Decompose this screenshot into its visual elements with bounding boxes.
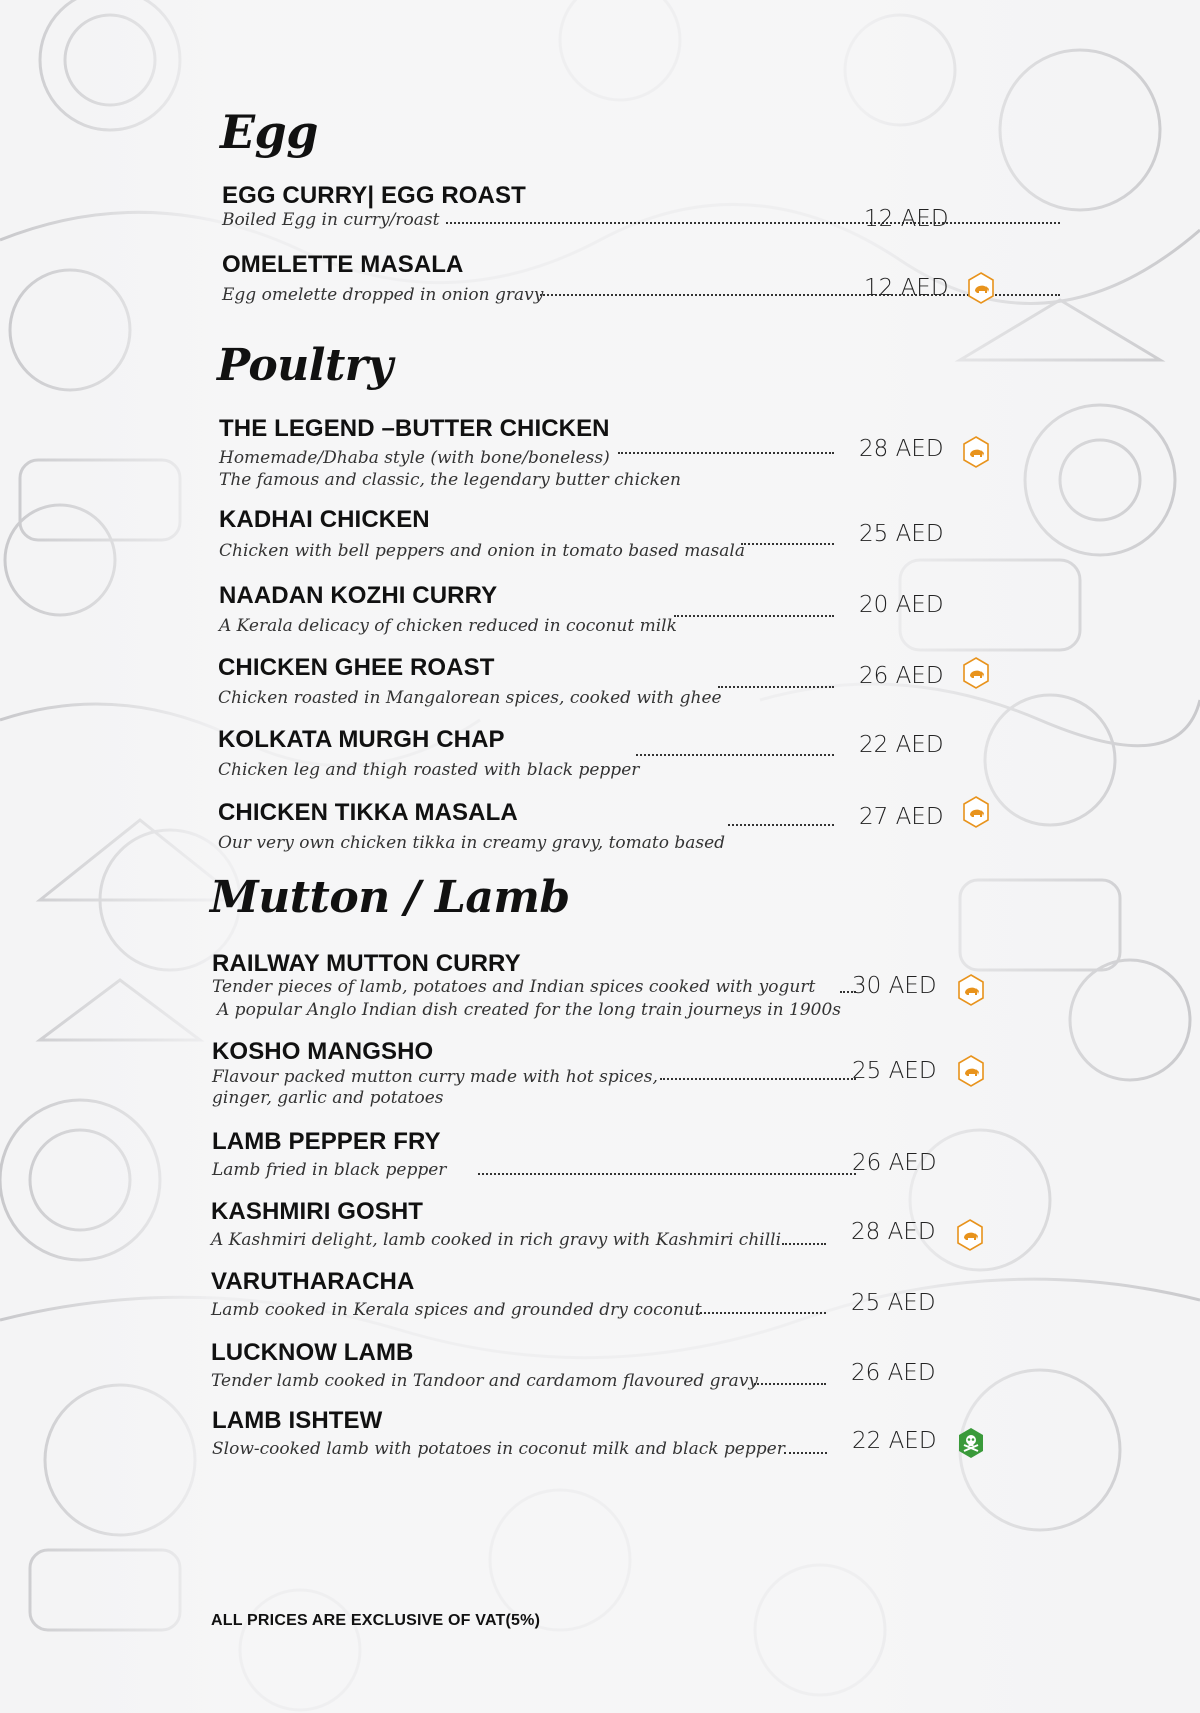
item-name: LAMB PEPPER FRY [212,1128,441,1155]
item-description: A Kashmiri delight, lamb cooked in rich gravy with Kashmiri chilli [211,1230,782,1250]
item-description: Chicken roasted in Mangalorean spices, cooked with ghee [218,688,722,708]
item-description: Lamb fried in black pepper [212,1160,447,1180]
item-description-line2: ginger, garlic and potatoes [212,1088,444,1108]
item-name: LUCKNOW LAMB [211,1339,414,1366]
dot-leader [636,754,834,756]
item-description: Chicken with bell peppers and onion in tomato based masala [219,541,745,561]
dot-leader [784,1452,827,1454]
item-price: 26 AED [852,1150,937,1176]
dot-leader [674,615,834,617]
dot-leader [446,222,1060,224]
item-description: Lamb cooked in Kerala spices and grounded dry coconut [211,1300,702,1320]
elephant-icon [963,796,989,828]
item-name: RAILWAY MUTTON CURRY [212,950,521,977]
item-name: THE LEGEND –BUTTER CHICKEN [219,415,610,442]
item-description: Boiled Egg in curry/roast [222,210,440,230]
elephant-icon [968,272,994,304]
item-name: KADHAI CHICKEN [219,506,430,533]
dot-leader [660,1078,856,1080]
item-description: Tender pieces of lamb, potatoes and Indian spices cooked with yogurt [212,977,816,997]
item-price: 27 AED [859,804,944,830]
item-name: VARUTHARACHA [211,1268,415,1295]
dot-leader [718,686,834,688]
elephant-icon [958,1055,984,1087]
item-name: NAADAN KOZHI CURRY [219,582,498,609]
item-description: Tender lamb cooked in Tandoor and cardamom flavoured gravy [211,1371,759,1391]
item-description: Flavour packed mutton curry made with hot spices, [212,1067,658,1087]
section-title-egg: Egg [220,105,318,159]
elephant-icon [963,657,989,689]
item-price: 12 AED [864,275,949,301]
item-description: Chicken leg and thigh roasted with black pepper [218,760,640,780]
item-name: OMELETTE MASALA [222,251,464,278]
item-price: 28 AED [851,1219,936,1245]
elephant-icon [963,436,989,468]
item-price: 28 AED [859,436,944,462]
item-description-line2: A popular Anglo Indian dish created for the long train journeys in 1900s [217,1000,841,1020]
dot-leader [782,1243,826,1245]
dot-leader [754,1383,826,1385]
item-name: EGG CURRY| EGG ROAST [222,182,526,209]
section-title-poultry: Poultry [217,340,393,391]
vat-note: ALL PRICES ARE EXCLUSIVE OF VAT(5%) [211,1612,541,1629]
item-description: Our very own chicken tikka in creamy gravy, tomato based [218,833,726,853]
skull-crossbones-icon [958,1427,984,1459]
item-price: 22 AED [859,732,944,758]
item-price: 25 AED [852,1058,937,1084]
item-description: Egg omelette dropped in onion gravy [222,285,544,305]
item-description-line2: The famous and classic, the legendary butter chicken [219,470,681,490]
elephant-icon [957,1219,983,1251]
item-description: Slow-cooked lamb with potatoes in coconut milk and black pepper [212,1439,785,1459]
item-name: CHICKEN GHEE ROAST [218,654,495,681]
item-description: A Kerala delicacy of chicken reduced in coconut milk [219,616,677,636]
item-price: 26 AED [859,663,944,689]
section-title-mutton-lamb: Mutton / Lamb [210,872,570,923]
item-name: CHICKEN TIKKA MASALA [218,799,518,826]
dot-leader [618,452,834,454]
item-price: 12 AED [864,206,949,232]
item-price: 22 AED [852,1428,937,1454]
item-price: 26 AED [851,1360,936,1386]
item-name: KASHMIRI GOSHT [211,1198,424,1225]
item-price: 25 AED [859,521,944,547]
elephant-icon [958,974,984,1006]
dot-leader [741,543,834,545]
item-name: LAMB ISHTEW [212,1407,383,1434]
item-price: 30 AED [852,973,937,999]
dot-leader [478,1173,856,1175]
item-price: 20 AED [859,592,944,618]
dot-leader [728,824,834,826]
item-price: 25 AED [851,1290,936,1316]
dot-leader [696,1312,826,1314]
item-name: KOSHO MANGSHO [212,1038,434,1065]
item-name: KOLKATA MURGH CHAP [218,726,505,753]
item-description: Homemade/Dhaba style (with bone/boneless) [219,448,610,468]
